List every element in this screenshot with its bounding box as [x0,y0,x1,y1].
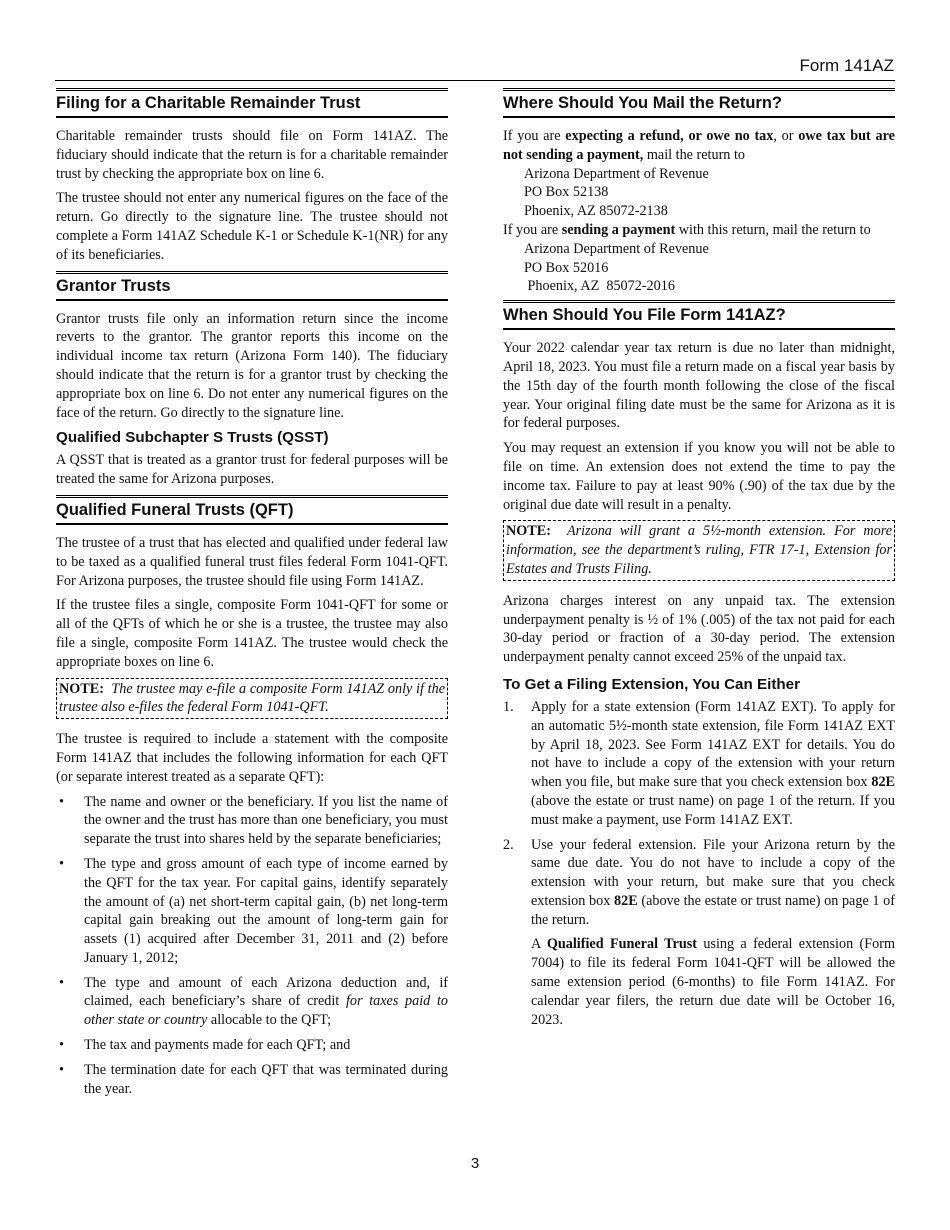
form-label: Form 141AZ [799,56,894,75]
bullet-list [56,793,448,1099]
page-number: 3 [470,1155,480,1172]
numbered-list [503,698,895,1030]
note-box [56,678,448,720]
paragraph: If the trustee files a single, composite Form 1041-QFT for some or all of the QFTs of which he or she is a trustee, the trustee may also file a single, composite Form 141AZ. The trustee would check the appropriate boxes on line 6. [56,597,448,670]
paragraph: If you are expecting a refund, or owe no tax, or owe tax but are not sending a payment, mail the return to [503,128,895,163]
list-item: • The type and amount of each Arizona deduction and, if claimed, each beneficiary’s share of credit for taxes paid to other state or country allocable to the QFT; [56,974,448,1030]
paragraph: Grantor trusts file only an information return since the income reverts to the grantor. The grantor reports this income on the individual income tax return (Arizona Form 140). The fiduciary should indicate that the return is for a grantor trust by checking the appropriate box on line 6. Do not enter any numerical figures on the face of the return. Go directly to the signature line. [56,310,448,421]
paragraph: You may request an extension if you know you will not be able to file on time. An extension does not extend the time to pay the income tax. Failure to pay at least 90% (.90) of the tax due by the original due date will result in a penalty. [503,440,895,513]
subsection-title: To Get a Filing Extension, You Can Either [503,675,801,693]
list-item: • The name and owner or the beneficiary. If you list the name of the owner and the trust has more than one beneficiary, you must separate the trust into shares held by the separate beneficiaries; [56,793,448,849]
header-rule [55,80,895,81]
paragraph: Charitable remainder trusts should file on Form 141AZ. The fiduciary should indicate that the return is for a charitable remainder trust by checking the appropriate box on line 6. [56,128,448,182]
note-label: NOTE: [506,523,551,540]
note-text: Arizona will grant a 5½-month extension. For more information, see the department’s ruling, FTR 17-1, Extension for Estates and Trusts Filing. [506,523,892,577]
note-label: NOTE: [59,680,104,697]
paragraph: Arizona charges interest on any unpaid tax. The extension underpayment penalty is ½ of 1% (.005) of the tax not paid for each 30-day period or fraction of a 30-day period. The extension underpayment penalty cannot exceed 25% of the unpaid tax. [503,592,895,666]
section-title: Filing for a Charitable Remainder Trust [56,88,448,118]
section-mail-return [503,88,895,296]
subsection-title: Qualified Subchapter S Trusts (QSST) [56,429,329,447]
paragraph: A QSST that is treated as a grantor trust for federal purposes will be treated the same for Arizona purposes. [56,452,448,488]
section-funeral-trusts [56,495,448,1099]
section-title: Qualified Funeral Trusts (QFT) [56,495,448,525]
section-title: When Should You File Form 141AZ? [503,300,895,330]
section-charitable-remainder [56,88,448,265]
section-title: Grantor Trusts [56,271,448,301]
paragraph: The trustee is required to include a statement with the composite Form 141AZ that includes the following information for each QFT (or separate interest treated as a separate QFT): [56,731,448,785]
section-filing-extension [503,675,895,1030]
section-when-file [503,300,895,667]
note-text: The trustee may e-file a composite Form 141AZ only if the trustee also e-files the federal Form 1041-QFT. [59,680,446,716]
list-item: 2. Use your federal extension. File your Arizona return by the same due date. You do not have to include a copy of the extension with your return, but make sure that you check extension box 82E (above the estate or trust name) on page 1 of the return. A Qualified Funeral Trust using a federal extension (Form 7004) to file its federal Form 1041-QFT will be allowed the same extension period (6-months) to file Form 141AZ. For calendar year filers, the return due date will be October 16, 2023. [503,836,896,1028]
left-column [56,88,448,1104]
paragraph: If you are sending a payment with this return, mail the return to [503,221,871,238]
right-column [503,88,895,1035]
list-item: • The type and gross amount of each type of income earned by the QFT for the tax year. For capital gains, identify separately the amount of (a) net short-term capital gain, (b) net long-term capital gain breaking out the amount of long-term gain for assets (1) acquired after December 31, 2011 and (2) before January 1, 2012; [56,855,448,968]
list-item: • The termination date for each QFT that was terminated during the year. [56,1061,448,1099]
paragraph: The trustee of a trust that has elected and qualified under federal law to be taxed as a qualified funeral trust files federal Form 1041-QFT. For Arizona purposes, the trustee should file using Form 141AZ. [56,534,448,589]
section-grantor-trusts [56,271,448,489]
list-item: • The tax and payments made for each QFT; and [56,1036,448,1055]
mailing-address: Arizona Department of Revenue PO Box 52016 Phoenix, AZ 85072-2016 [524,240,709,295]
mailing-address: Arizona Department of Revenue PO Box 52138 Phoenix, AZ 85072-2138 [524,165,709,220]
paragraph: Your 2022 calendar year tax return is due no later than midnight, April 18, 2023. You must file a return made on a fiscal year basis by the 15th day of the fourth month following the close of the fiscal year. Your original filing date must be the same for Arizona as it is for federal purposes. [503,340,895,432]
paragraph: The trustee should not enter any numerical figures on the face of the return. Go directly to the signature line. The trustee should not complete a Form 141AZ Schedule K-1 or Schedule K-1(NR) for any of its beneficiaries. [56,190,448,263]
section-title: Where Should You Mail the Return? [503,88,895,118]
list-item: 1. Apply for a state extension (Form 141AZ EXT). To apply for an automatic 5½-month state extension, file Form 141AZ EXT by April 18, 2023. See Form 141AZ EXT for details. You do not have to include a copy of the extension with your return when you file, but make sure that you check extension box 82E (above the estate or trust name) on page 1 of the return. If you must make a payment, use Form 141AZ EXT. [503,698,895,828]
note-box [503,520,895,580]
